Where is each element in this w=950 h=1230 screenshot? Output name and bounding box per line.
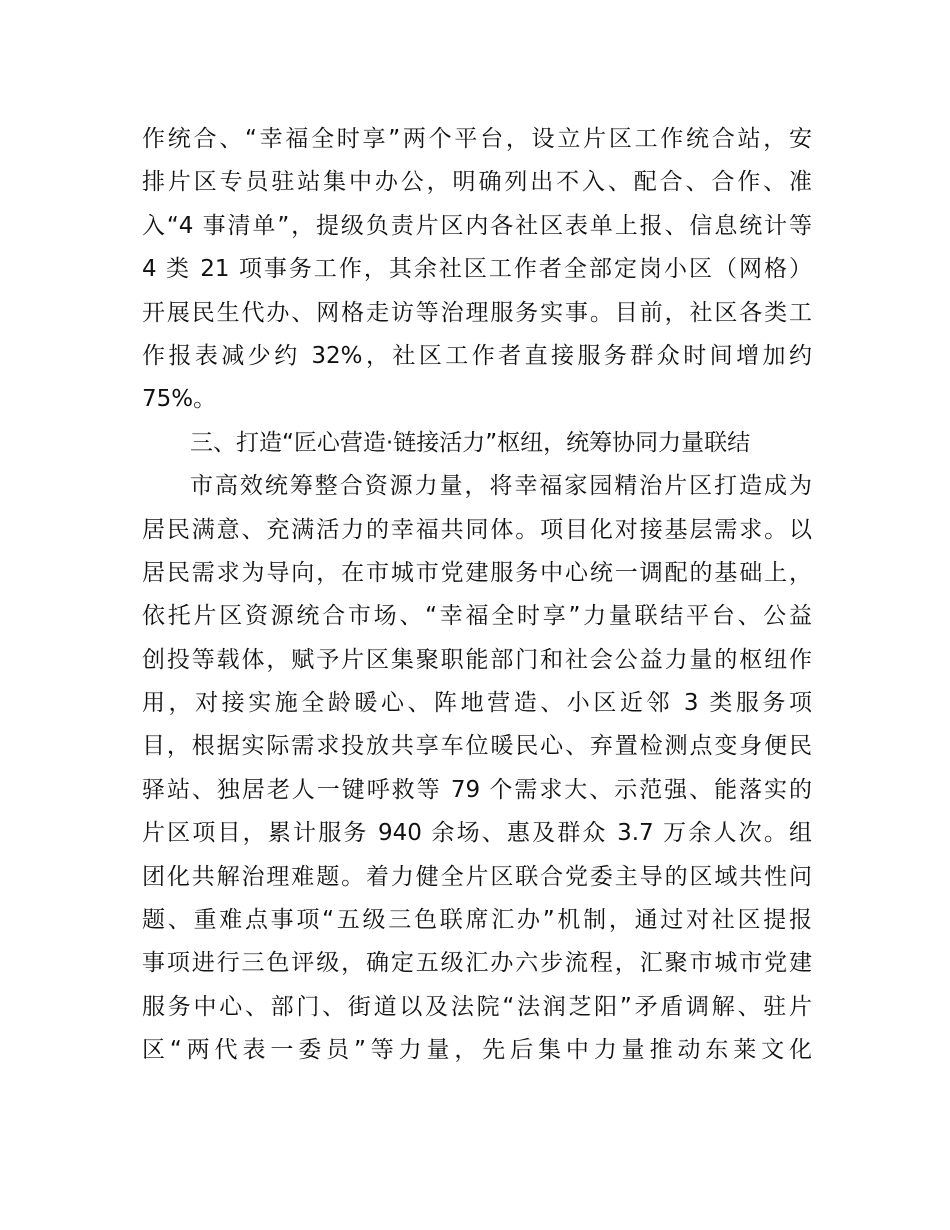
section-heading: 三、打造“匠心营造·链接活力”枢纽，统筹协同力量联结 (190, 429, 751, 456)
text-line: 事项进行三色评级，确定五级汇办六步流程，汇聚市城市党建 (142, 950, 812, 977)
text-line: 驿站、独居老人一键呼救等 79 个需求大、示范强、能落实的 (142, 776, 812, 803)
body-text (142, 118, 812, 1073)
text-line: 作报表减少约 32%，社区工作者直接服务群众时间增加约 (142, 342, 812, 369)
text-line: 区“两代表一委员”等力量，先后集中力量推动东莱文化 (142, 1037, 812, 1064)
text-line: 创投等载体，赋予片区集聚职能部门和社会公益力量的枢纽作 (142, 646, 812, 673)
text-line: 团化共解治理难题。着力健全片区联合党委主导的区域共性问 (142, 863, 812, 890)
text-line: 目，根据实际需求投放共享车位暖民心、弃置检测点变身便民 (142, 733, 812, 760)
text-line: 居民需求为导向，在市城市党建服务中心统一调配的基础上， (142, 559, 812, 586)
text-line: 依托片区资源统合市场、“幸福全时享”力量联结平台、公益 (142, 603, 812, 630)
text-line: 排片区专员驻站集中办公，明确列出不入、配合、合作、准 (142, 169, 812, 196)
text-line: 75%。 (142, 386, 217, 413)
text-line: 题、重难点事项“五级三色联席汇办”机制，通过对社区提报 (142, 907, 812, 934)
text-line: 片区项目，累计服务 940 余场、惠及群众 3.7 万余人次。组 (142, 820, 812, 847)
text-line: 用，对接实施全龄暖心、阵地营造、小区近邻 3 类服务项 (142, 690, 812, 717)
text-line: 作统合、“幸福全时享”两个平台，设立片区工作统合站，安 (142, 126, 812, 152)
text-line: 居民满意、充满活力的幸福共同体。项目化对接基层需求。以 (142, 516, 812, 543)
text-line: 入“4 事清单”，提级负责片区内各社区表单上报、信息统计等 (142, 212, 812, 239)
text-line: 开展民生代办、网格走访等治理服务实事。目前，社区各类工 (142, 299, 812, 326)
text-line: 市高效统筹整合资源力量，将幸福家园精治片区打造成为 (190, 473, 812, 500)
text-line: 服务中心、部门、街道以及法院“法润芝阳”矛盾调解、驻片 (142, 993, 812, 1020)
text-line: 4 类 21 项事务工作，其余社区工作者全部定岗小区（网格） (142, 256, 812, 283)
